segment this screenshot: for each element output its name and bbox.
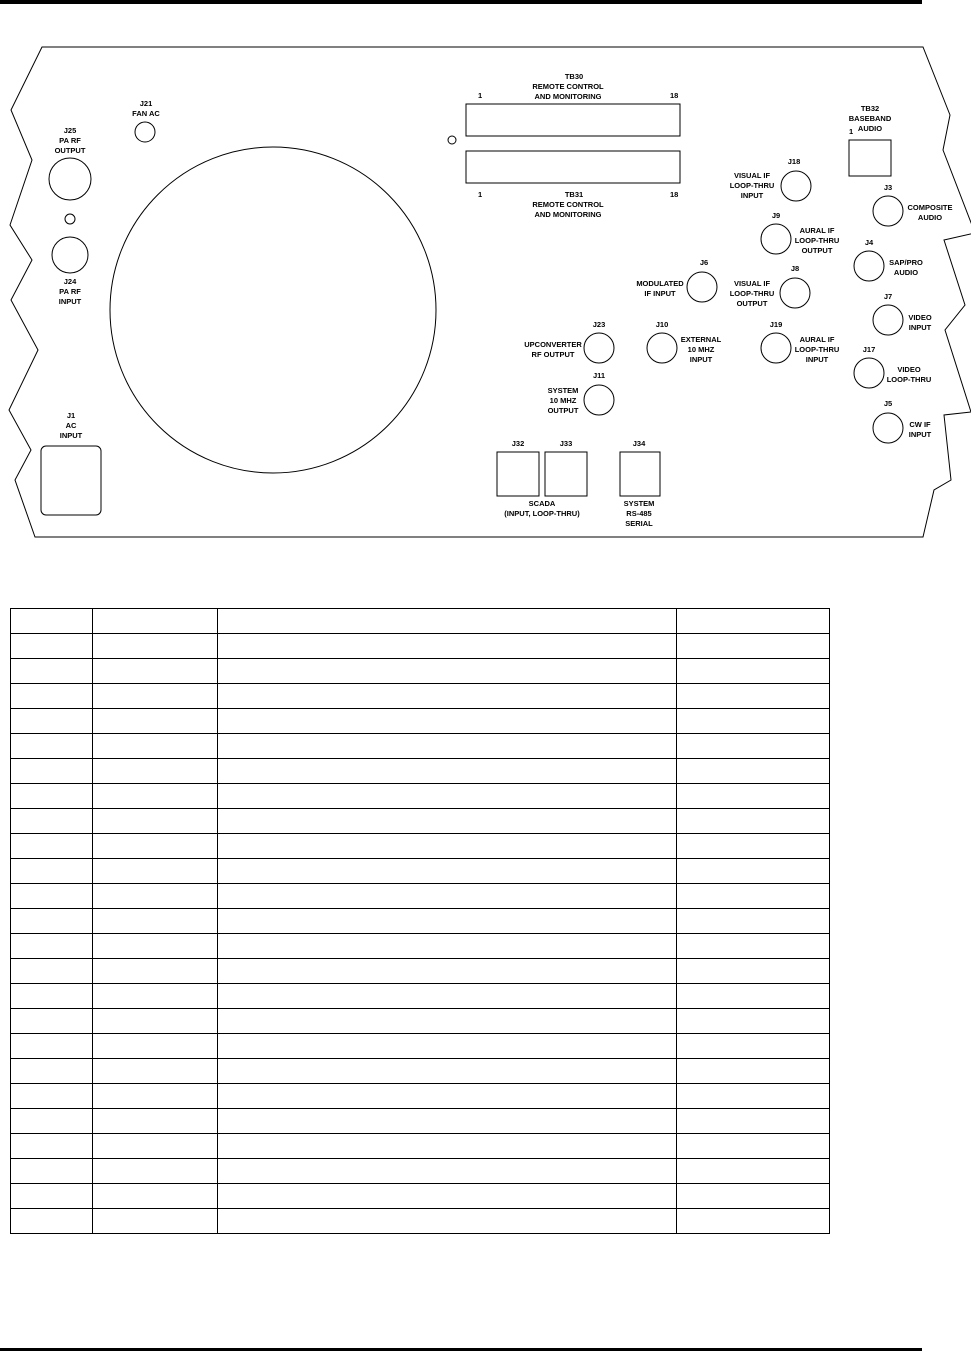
tb31-pin-last: 18 — [670, 190, 679, 199]
j5-label-2: INPUT — [908, 430, 932, 439]
table-cell — [218, 659, 677, 684]
table-cell — [11, 859, 93, 884]
j10-id: J10 — [655, 320, 669, 329]
table-cell — [11, 709, 93, 734]
j7-connector — [873, 305, 903, 335]
j3-id: J3 — [883, 183, 893, 192]
table-cell — [93, 884, 218, 909]
table-row — [11, 1084, 830, 1109]
j32-jack — [497, 452, 539, 496]
j3-label-1: COMPOSITE — [907, 203, 953, 212]
table-row — [11, 784, 830, 809]
table-cell — [218, 934, 677, 959]
table-cell — [677, 809, 830, 834]
table-cell — [218, 734, 677, 759]
table-cell — [11, 659, 93, 684]
table-row — [11, 909, 830, 934]
table-cell — [11, 1134, 93, 1159]
j34-jack — [620, 452, 660, 496]
j5-id: J5 — [883, 399, 893, 408]
table-cell — [11, 684, 93, 709]
table-cell — [11, 884, 93, 909]
scada-label-1: SCADA — [528, 499, 556, 508]
table-row — [11, 1059, 830, 1084]
tb32-label-2: AUDIO — [857, 124, 883, 133]
table-cell — [218, 709, 677, 734]
j6-label-1: MODULATED — [636, 279, 684, 288]
j10-label-3: INPUT — [689, 355, 713, 364]
j18-id: J18 — [787, 157, 801, 166]
table-cell — [218, 1009, 677, 1034]
table-cell — [93, 659, 218, 684]
table-cell — [218, 809, 677, 834]
tb31-id: TB31 — [564, 190, 584, 199]
j8-label-3: OUTPUT — [736, 299, 768, 308]
j1-ac-receptacle — [41, 446, 101, 515]
table-cell — [93, 734, 218, 759]
table-cell — [11, 1034, 93, 1059]
table-cell — [93, 984, 218, 1009]
table-cell — [677, 984, 830, 1009]
table-cell — [218, 1084, 677, 1109]
j4-connector — [854, 251, 884, 281]
table-row — [11, 634, 830, 659]
table-cell — [218, 884, 677, 909]
connector-list-table — [10, 608, 830, 1234]
table-cell — [11, 934, 93, 959]
footer-rule — [0, 1348, 922, 1351]
table-row — [11, 1134, 830, 1159]
table-row — [11, 609, 830, 634]
table-cell — [218, 684, 677, 709]
table-cell — [677, 884, 830, 909]
fan-opening — [110, 147, 436, 473]
j4-label-1: SAP/PRO — [889, 258, 923, 267]
j33-id: J33 — [559, 439, 573, 448]
j33-jack — [545, 452, 587, 496]
table-cell — [218, 1209, 677, 1234]
table-cell — [11, 734, 93, 759]
panel-outline — [9, 47, 971, 537]
j9-id: J9 — [771, 211, 781, 220]
j19-label-1: AURAL IF — [799, 335, 835, 344]
table-cell — [677, 734, 830, 759]
table-cell — [93, 934, 218, 959]
j11-id: J11 — [592, 371, 606, 380]
j1-label-2: INPUT — [59, 431, 83, 440]
table-cell — [93, 1034, 218, 1059]
j34-label-3: SERIAL — [625, 519, 653, 528]
tb32-id: TB32 — [860, 104, 880, 113]
table-cell — [218, 1034, 677, 1059]
j18-label-2: LOOP-THRU — [729, 181, 775, 190]
j3-connector — [873, 196, 903, 226]
tb31-pin-first: 1 — [478, 190, 483, 199]
j23-connector — [584, 333, 614, 363]
j6-connector — [687, 272, 717, 302]
j34-label-2: RS-485 — [626, 509, 652, 518]
table-cell — [677, 1159, 830, 1184]
indicator-hole — [65, 214, 75, 224]
table-cell — [218, 1134, 677, 1159]
j4-label-2: AUDIO — [893, 268, 919, 277]
tb31-label-2: AND MONITORING — [534, 210, 602, 219]
j19-label-2: LOOP-THRU — [794, 345, 840, 354]
j19-connector — [761, 333, 791, 363]
j6-label-2: IF INPUT — [644, 289, 676, 298]
j3-label-2: AUDIO — [917, 213, 943, 222]
table-row — [11, 834, 830, 859]
table-body — [11, 609, 830, 1234]
table-cell — [93, 1184, 218, 1209]
table-cell — [218, 759, 677, 784]
table-cell — [93, 909, 218, 934]
table-cell — [218, 959, 677, 984]
j9-label-2: LOOP-THRU — [794, 236, 840, 245]
table-cell — [11, 1159, 93, 1184]
table-cell — [677, 759, 830, 784]
j25-connector — [49, 158, 91, 200]
table-row — [11, 984, 830, 1009]
table-cell — [93, 1059, 218, 1084]
j7-label-1: VIDEO — [908, 313, 932, 322]
j17-label-1: VIDEO — [897, 365, 921, 374]
j9-label-1: AURAL IF — [799, 226, 835, 235]
table-cell — [218, 1109, 677, 1134]
j34-label-1: SYSTEM — [623, 499, 655, 508]
table-cell — [93, 709, 218, 734]
table-row — [11, 1209, 830, 1234]
j23-label-1: UPCONVERTER — [524, 340, 582, 349]
table-cell — [677, 834, 830, 859]
table-cell — [11, 984, 93, 1009]
tb31-terminal-block — [466, 151, 680, 183]
table-cell — [93, 1084, 218, 1109]
j10-connector — [647, 333, 677, 363]
table-cell — [677, 609, 830, 634]
table-cell — [93, 1134, 218, 1159]
j8-id: J8 — [790, 264, 800, 273]
j5-label-1: CW IF — [909, 420, 931, 429]
table-cell — [677, 909, 830, 934]
table-cell — [93, 859, 218, 884]
table-cell — [93, 1209, 218, 1234]
tb32-pin: 1 — [849, 127, 854, 136]
tb31-label-1: REMOTE CONTROL — [532, 200, 604, 209]
j24-connector — [52, 237, 88, 273]
table-row — [11, 959, 830, 984]
tb30-label-2: AND MONITORING — [534, 92, 602, 101]
table-row — [11, 659, 830, 684]
table-cell — [218, 1059, 677, 1084]
table-cell — [677, 959, 830, 984]
table-row — [11, 1034, 830, 1059]
table-cell — [218, 1184, 677, 1209]
j25-id: J25 — [63, 126, 77, 135]
table-cell — [677, 1034, 830, 1059]
j25-label-2: OUTPUT — [54, 146, 86, 155]
j8-label-1: VISUAL IF — [733, 279, 771, 288]
j25-label-1: PA RF — [59, 136, 81, 145]
table-row — [11, 734, 830, 759]
j24-label-2: INPUT — [58, 297, 82, 306]
table-cell — [93, 1109, 218, 1134]
table-cell — [11, 834, 93, 859]
table-cell — [11, 909, 93, 934]
j10-label-1: EXTERNAL — [680, 335, 722, 344]
table-cell — [11, 1059, 93, 1084]
j10-label-2: 10 MHZ — [687, 345, 715, 354]
table-cell — [677, 634, 830, 659]
table-row — [11, 1109, 830, 1134]
tb32-terminal-block — [849, 140, 891, 176]
j18-label-1: VISUAL IF — [733, 171, 771, 180]
table-cell — [218, 984, 677, 1009]
j18-label-3: INPUT — [740, 191, 764, 200]
j19-id: J19 — [769, 320, 783, 329]
table-cell — [11, 959, 93, 984]
j18-connector — [781, 171, 811, 201]
table-cell — [218, 859, 677, 884]
table-cell — [11, 784, 93, 809]
table-cell — [677, 859, 830, 884]
table-cell — [677, 1209, 830, 1234]
tb32-label-1: BASEBAND — [848, 114, 892, 123]
table-cell — [93, 784, 218, 809]
table-cell — [677, 1059, 830, 1084]
table-cell — [11, 634, 93, 659]
table-cell — [93, 809, 218, 834]
j24-id: J24 — [63, 277, 77, 286]
j9-label-3: OUTPUT — [801, 246, 833, 255]
table-cell — [11, 1109, 93, 1134]
table-cell — [93, 634, 218, 659]
j6-id: J6 — [699, 258, 709, 267]
table-cell — [218, 909, 677, 934]
j23-label-2: RF OUTPUT — [531, 350, 575, 359]
j17-id: J17 — [862, 345, 876, 354]
table-row — [11, 684, 830, 709]
table-cell — [11, 1009, 93, 1034]
table-row — [11, 759, 830, 784]
table-cell — [11, 1084, 93, 1109]
table-cell — [677, 684, 830, 709]
j11-label-3: OUTPUT — [547, 406, 579, 415]
table-row — [11, 859, 830, 884]
table-row — [11, 709, 830, 734]
table-cell — [677, 934, 830, 959]
table-cell — [677, 1134, 830, 1159]
table-cell — [677, 1109, 830, 1134]
j21-label: FAN AC — [132, 109, 160, 118]
table-row — [11, 809, 830, 834]
table-cell — [677, 659, 830, 684]
table-cell — [93, 834, 218, 859]
table-cell — [11, 809, 93, 834]
table-cell — [677, 1184, 830, 1209]
j9-connector — [761, 224, 791, 254]
table-cell — [93, 684, 218, 709]
table-cell — [677, 1009, 830, 1034]
j32-id: J32 — [511, 439, 525, 448]
j8-label-2: LOOP-THRU — [729, 289, 775, 298]
connector-table — [10, 608, 830, 1234]
j7-id: J7 — [883, 292, 893, 301]
table-cell — [93, 1159, 218, 1184]
table-cell — [93, 609, 218, 634]
j21-id: J21 — [139, 99, 153, 108]
j24-label-1: PA RF — [59, 287, 81, 296]
table-cell — [93, 959, 218, 984]
j1-label-1: AC — [65, 421, 77, 430]
table-row — [11, 934, 830, 959]
j19-label-3: INPUT — [805, 355, 829, 364]
j23-id: J23 — [592, 320, 606, 329]
tb30-label-1: REMOTE CONTROL — [532, 82, 604, 91]
table-cell — [677, 1084, 830, 1109]
table-cell — [677, 709, 830, 734]
table-row — [11, 1159, 830, 1184]
scada-label-2: (INPUT, LOOP-THRU) — [504, 509, 580, 518]
j1-id: J1 — [66, 411, 76, 420]
table-cell — [11, 1209, 93, 1234]
table-row — [11, 1184, 830, 1209]
j17-label-2: LOOP-THRU — [886, 375, 932, 384]
table-cell — [93, 759, 218, 784]
table-cell — [218, 834, 677, 859]
tb30-terminal-block — [466, 104, 680, 136]
j4-id: J4 — [864, 238, 874, 247]
table-cell — [218, 784, 677, 809]
j5-connector — [873, 413, 903, 443]
tb30-pin-first: 1 — [478, 91, 483, 100]
table-cell — [218, 1159, 677, 1184]
table-cell — [677, 784, 830, 809]
tb30-pin-last: 18 — [670, 91, 679, 100]
j11-label-1: SYSTEM — [547, 386, 579, 395]
j8-connector — [780, 278, 810, 308]
tb30-id: TB30 — [564, 72, 584, 81]
table-cell — [93, 1009, 218, 1034]
j17-connector — [854, 358, 884, 388]
table-cell — [11, 609, 93, 634]
j11-connector — [584, 385, 614, 415]
j34-id: J34 — [632, 439, 646, 448]
table-row — [11, 1009, 830, 1034]
table-cell — [11, 1184, 93, 1209]
j7-label-2: INPUT — [908, 323, 932, 332]
j11-label-2: 10 MHZ — [549, 396, 577, 405]
table-cell — [218, 634, 677, 659]
table-cell — [11, 759, 93, 784]
table-cell — [218, 609, 677, 634]
table-row — [11, 884, 830, 909]
j21-connector — [135, 122, 155, 142]
rear-panel-diagram — [0, 0, 971, 560]
mounting-hole — [448, 136, 456, 144]
